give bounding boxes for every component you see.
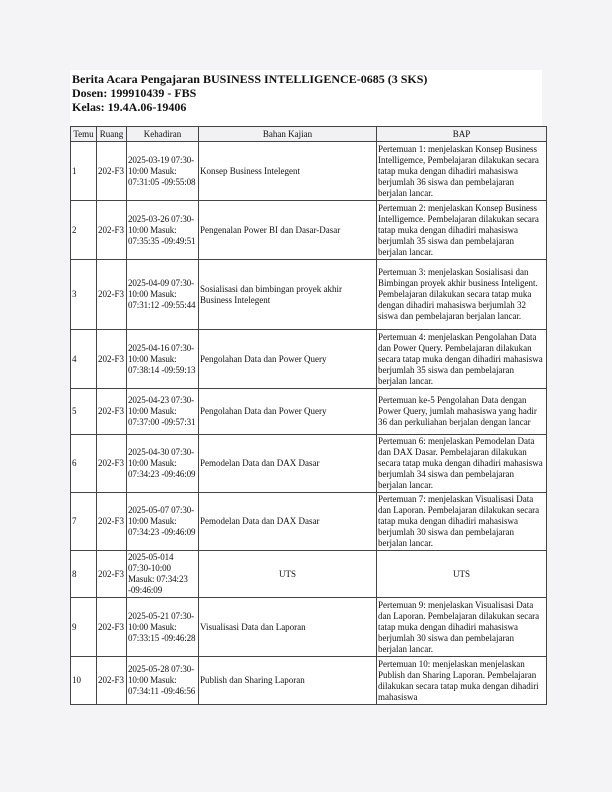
- table-body: [71, 142, 547, 705]
- table-row: [71, 598, 547, 657]
- cell-bahan-kajian: Pengolahan Data dan Power Query: [199, 389, 377, 435]
- cell-ruang: 202-F3: [97, 389, 127, 435]
- cell-ruang: 202-F3: [97, 435, 127, 493]
- cell-temu: 3: [71, 260, 97, 330]
- cell-kehadiran: 2025-05-014 07:30-10:00 Masuk: 07:34:23 -09:46:09: [127, 551, 199, 598]
- cell-ruang: 202-F3: [97, 551, 127, 598]
- cell-ruang: 202-F3: [97, 657, 127, 705]
- table-row: [71, 435, 547, 493]
- cell-bahan-kajian: Konsep Business Intelegent: [199, 142, 377, 201]
- cell-temu: 10: [71, 657, 97, 705]
- cell-kehadiran: 2025-05-28 07:30-10:00 Masuk: 07:34:11 -09:46:56: [127, 657, 199, 705]
- cell-kehadiran: 2025-04-23 07:30-10:00 Masuk: 07:37:00 -09:57:31: [127, 389, 199, 435]
- cell-ruang: 202-F3: [97, 201, 127, 260]
- table-header-row: [71, 127, 547, 142]
- col-header-bahan-kajian: Bahan Kajian: [199, 127, 377, 142]
- cell-ruang: 202-F3: [97, 142, 127, 201]
- cell-temu: 8: [71, 551, 97, 598]
- cell-temu: 2: [71, 201, 97, 260]
- table-row: [71, 260, 547, 330]
- cell-bap: UTS: [377, 551, 547, 598]
- cell-kehadiran: 2025-05-07 07:30-10:00 Masuk: 07:34:23 -09:46:09: [127, 493, 199, 551]
- cell-kehadiran: 2025-04-09 07:30-10:00 Masuk: 07:31:12 -09:55:44: [127, 260, 199, 330]
- cell-bap: Pertemuan 1: menjelaskan Konsep Business Intelligemce, Pembelajaran dilakukan secara tatap muka dengan dihadiri mahasiswa berjumlah 36 siswa dan pembelajaran berjalan lancar.: [377, 142, 547, 201]
- cell-temu: 9: [71, 598, 97, 657]
- col-header-temu: Temu: [71, 127, 97, 142]
- table-row: [71, 142, 547, 201]
- cell-temu: 4: [71, 330, 97, 389]
- cell-bap: Pertemuan ke-5 Pengolahan Data dengan Power Query, jumlah mahasiswa yang hadir 36 dan perkuliahan berjalan dengan lancar: [377, 389, 547, 435]
- col-header-kehadiran: Kehadiran: [127, 127, 199, 142]
- cell-bap: Pertemuan 6: menjelaskan Pemodelan Data dan DAX Dasar. Pembelajaran dilakukan secara tatap muka dengan dihadiri mahasiswa berjumlah 34 siswa dan pembelajaran berjalan lancar.: [377, 435, 547, 493]
- cell-kehadiran: 2025-05-21 07:30-10:00 Masuk: 07:33:15 -09:46:28: [127, 598, 199, 657]
- cell-bahan-kajian: Pengenalan Power BI dan Dasar-Dasar: [199, 201, 377, 260]
- cell-ruang: 202-F3: [97, 493, 127, 551]
- attendance-table: [70, 126, 547, 705]
- cell-ruang: 202-F3: [97, 260, 127, 330]
- cell-temu: 1: [71, 142, 97, 201]
- cell-bap: Pertemuan 9: menjelaskan Visualisasi Data dan Laporan. Pembelajaran dilakukan secara tatap muka dengan dihadiri mahasiswa berjumlah 30 siswa dan pembelajaran berjalan lancar.: [377, 598, 547, 657]
- class-line: Kelas: 19.4A.06-19406: [72, 100, 187, 114]
- cell-kehadiran: 2025-03-19 07:30-10:00 Masuk: 07:31:05 -09:55:08: [127, 142, 199, 201]
- cell-temu: 5: [71, 389, 97, 435]
- col-header-bap: BAP: [377, 127, 547, 142]
- cell-kehadiran: 2025-03-26 07:30-10:00 Masuk: 07:35:35 -09:49:51: [127, 201, 199, 260]
- lecturer-line: Dosen: 199910439 - FBS: [72, 86, 197, 100]
- cell-temu: 7: [71, 493, 97, 551]
- cell-kehadiran: 2025-04-16 07:30-10:00 Masuk: 07:38:14 -09:59:13: [127, 330, 199, 389]
- table-row: [71, 389, 547, 435]
- cell-ruang: 202-F3: [97, 330, 127, 389]
- cell-ruang: 202-F3: [97, 598, 127, 657]
- document-header: [70, 70, 542, 126]
- table-row: [71, 330, 547, 389]
- cell-kehadiran: 2025-04-30 07:30-10:00 Masuk: 07:34:23 -09:46:09: [127, 435, 199, 493]
- cell-bap: Pertemuan 10: menjelaskan menjelaskan Publish dan Sharing Laporan. Pembelajaran dilakukan secara tatap muka dengan dihadiri mahasiswa: [377, 657, 547, 705]
- cell-bahan-kajian: Pemodelan Data dan DAX Dasar: [199, 493, 377, 551]
- cell-temu: 6: [71, 435, 97, 493]
- cell-bahan-kajian: Publish dan Sharing Laporan: [199, 657, 377, 705]
- cell-bahan-kajian: Pemodelan Data dan DAX Dasar: [199, 435, 377, 493]
- document-title: Berita Acara Pengajaran BUSINESS INTELLIGENCE-0685 (3 SKS): [72, 72, 428, 86]
- cell-bap: Pertemuan 7: menjelaskan Visualisasi Data dan Laporan. Pembelajaran dilakukan secara tatap muka dengan dihadiri mahasiswa berjumlah 30 siswa dan pembelajaran berjalan lancar.: [377, 493, 547, 551]
- table-row: [71, 657, 547, 705]
- col-header-ruang: Ruang: [97, 127, 127, 142]
- cell-bahan-kajian: UTS: [199, 551, 377, 598]
- cell-bahan-kajian: Sosialisasi dan bimbingan proyek akhir Business Intelegent: [199, 260, 377, 330]
- cell-bahan-kajian: Visualisasi Data dan Laporan: [199, 598, 377, 657]
- cell-bap: Pertemuan 4: menjelaskan Pengolahan Data dan Power Query. Pembelajaran dilakukan secara tatap muka dengan dihadiri mahasiswa berjumlah 35 siswa dan pembelajaran berjalan lancar.: [377, 330, 547, 389]
- table-row: [71, 493, 547, 551]
- table-row: [71, 201, 547, 260]
- cell-bahan-kajian: Pengolahan Data dan Power Query: [199, 330, 377, 389]
- cell-bap: Pertemuan 2: menjelaskan Konsep Business Intelligemce. Pembelajaran dilakukan secara tatap muka dengan dihadiri mahasiswa berjumlah 35 siswa dan pembelajaran berjalan lancar.: [377, 201, 547, 260]
- cell-bap: Pertemuan 3: menjelaskan Sosialisasi dan Bimbingan proyek akhir business Inteligent. Pembelajaran dilakukan secara tatap muka dengan dihadiri mahasiswa berjumlah 32 siswa dan pembelajaran berjalan lancar.: [377, 260, 547, 330]
- table-row: [71, 551, 547, 598]
